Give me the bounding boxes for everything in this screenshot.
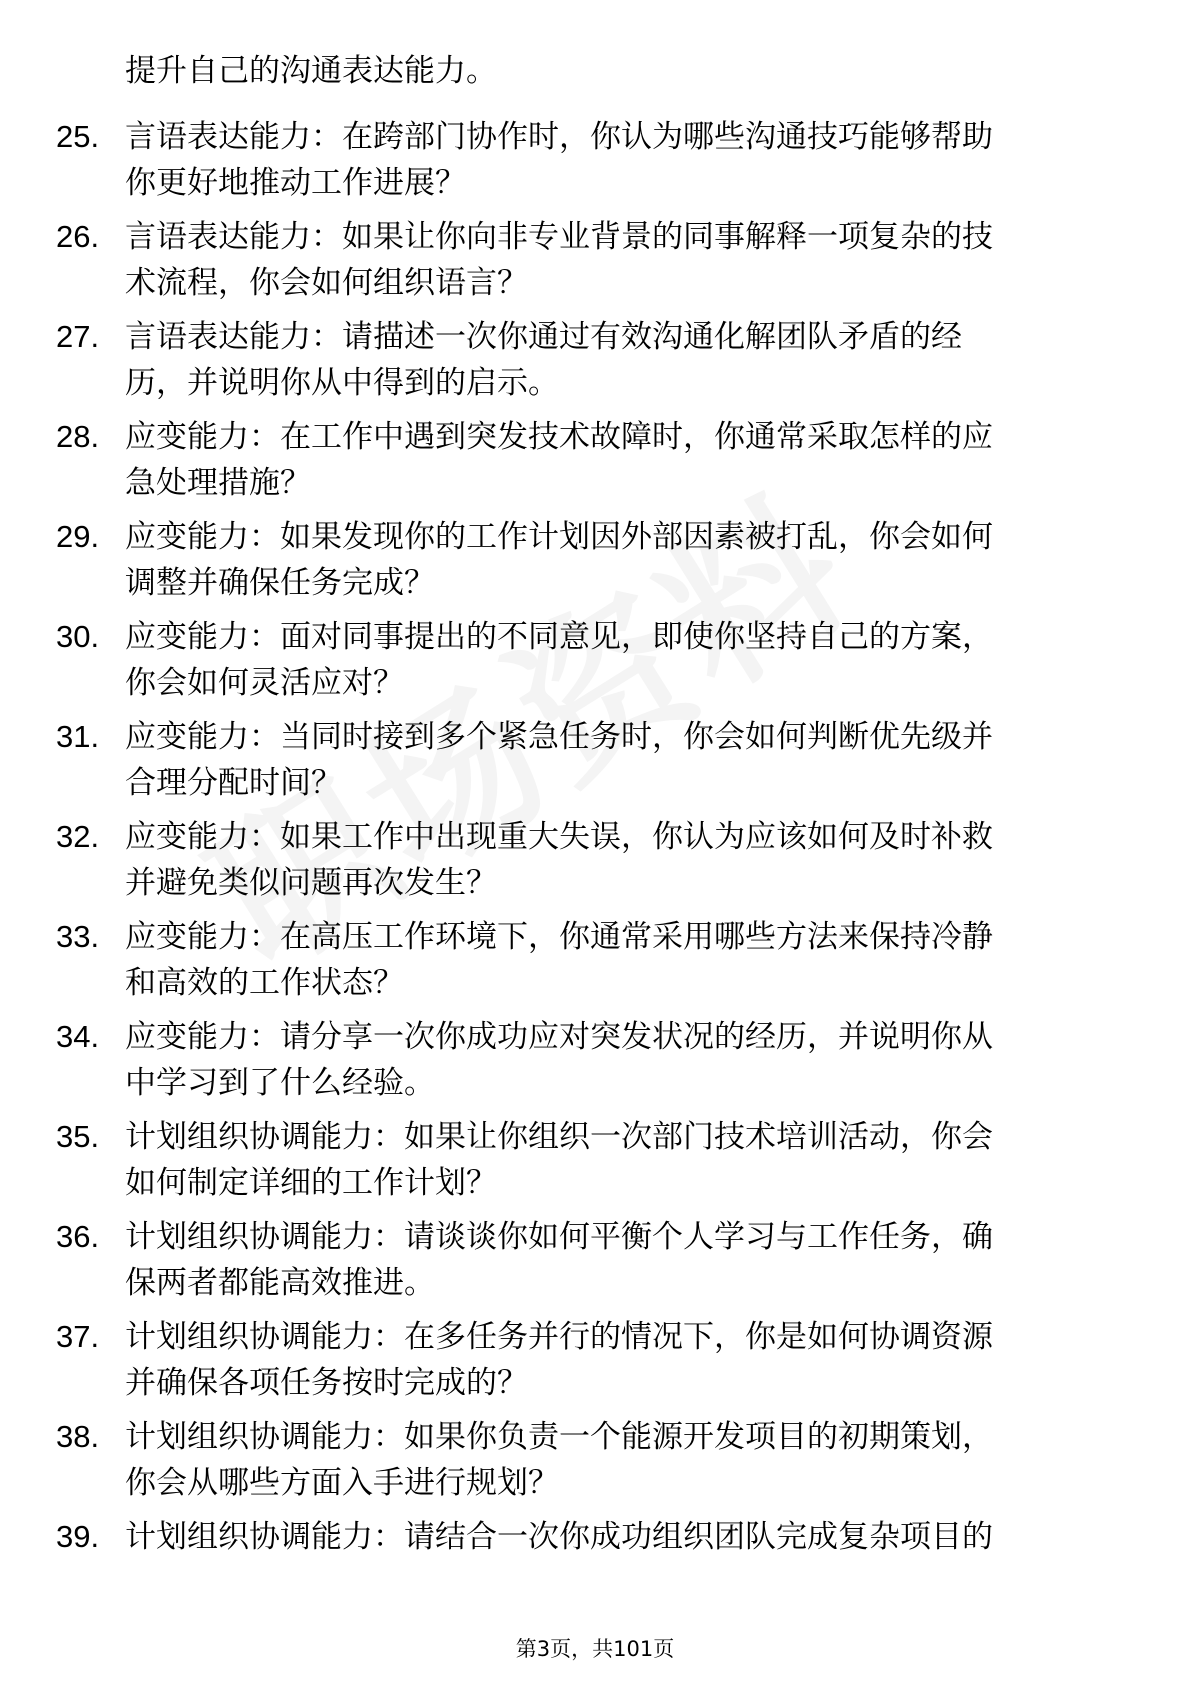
question-line: 计划组织协调能力：请谈谈你如何平衡个人学习与工作任务，确 bbox=[125, 1219, 993, 1255]
question-number: 31. bbox=[56, 719, 100, 754]
question-text bbox=[125, 214, 1105, 306]
question-line: 并确保各项任务按时完成的？ bbox=[125, 1365, 528, 1401]
question-text bbox=[125, 1114, 1105, 1206]
question-item bbox=[0, 1214, 1190, 1314]
question-item bbox=[0, 1014, 1190, 1114]
question-number: 34. bbox=[56, 1019, 100, 1054]
question-text bbox=[125, 814, 1105, 906]
question-line: 并避免类似问题再次发生？ bbox=[125, 865, 497, 901]
question-text bbox=[125, 314, 1105, 406]
question-line: 计划组织协调能力：如果让你组织一次部门技术培训活动，你会 bbox=[125, 1119, 993, 1155]
continued-text: 提升自己的沟通表达能力。 bbox=[125, 53, 497, 89]
question-line: 言语表达能力：在跨部门协作时，你认为哪些沟通技巧能够帮助 bbox=[125, 119, 993, 155]
question-number: 27. bbox=[56, 319, 100, 354]
question-item bbox=[0, 914, 1190, 1014]
question-item bbox=[0, 514, 1190, 614]
question-text bbox=[125, 414, 1105, 506]
question-line: 应变能力：如果工作中出现重大失误，你认为应该如何及时补救 bbox=[125, 819, 993, 855]
page-footer: 第3页，共101页 bbox=[515, 1637, 675, 1661]
question-line: 言语表达能力：如果让你向非专业背景的同事解释一项复杂的技 bbox=[125, 219, 993, 255]
question-line: 你会如何灵活应对？ bbox=[125, 665, 404, 701]
question-line: 应变能力：如果发现你的工作计划因外部因素被打乱，你会如何 bbox=[125, 519, 993, 555]
question-item bbox=[0, 714, 1190, 814]
question-line: 中学习到了什么经验。 bbox=[125, 1065, 435, 1101]
question-number: 38. bbox=[56, 1419, 100, 1454]
question-item bbox=[0, 114, 1190, 214]
question-item bbox=[0, 814, 1190, 914]
question-text bbox=[125, 1014, 1105, 1106]
question-line: 历，并说明你从中得到的启示。 bbox=[125, 365, 559, 401]
question-line: 你会从哪些方面入手进行规划？ bbox=[125, 1465, 559, 1501]
question-line: 急处理措施？ bbox=[125, 465, 311, 501]
question-text bbox=[125, 1414, 1105, 1506]
question-text bbox=[125, 1514, 1105, 1560]
question-number: 33. bbox=[56, 919, 100, 954]
question-line: 计划组织协调能力：请结合一次你成功组织团队完成复杂项目的 bbox=[125, 1519, 993, 1555]
question-line: 应变能力：在高压工作环境下，你通常采用哪些方法来保持冷静 bbox=[125, 919, 993, 955]
question-item bbox=[0, 414, 1190, 514]
question-line: 和高效的工作状态？ bbox=[125, 965, 404, 1001]
question-line: 言语表达能力：请描述一次你通过有效沟通化解团队矛盾的经 bbox=[125, 319, 962, 355]
question-item bbox=[0, 1514, 1190, 1614]
question-number: 32. bbox=[56, 819, 100, 854]
question-item bbox=[0, 1114, 1190, 1214]
question-text bbox=[125, 614, 1105, 706]
question-line: 你更好地推动工作进展？ bbox=[125, 165, 466, 201]
question-text bbox=[125, 1214, 1105, 1306]
question-item bbox=[0, 214, 1190, 314]
question-line: 如何制定详细的工作计划？ bbox=[125, 1165, 497, 1201]
question-text bbox=[125, 714, 1105, 806]
question-list bbox=[0, 114, 1190, 1614]
question-line: 术流程，你会如何组织语言？ bbox=[125, 265, 528, 301]
question-text bbox=[125, 514, 1105, 606]
question-item bbox=[0, 1314, 1190, 1414]
question-line: 计划组织协调能力：在多任务并行的情况下，你是如何协调资源 bbox=[125, 1319, 993, 1355]
question-line: 应变能力：在工作中遇到突发技术故障时，你通常采取怎样的应 bbox=[125, 419, 993, 455]
question-item bbox=[0, 1414, 1190, 1514]
question-number: 30. bbox=[56, 619, 100, 654]
question-number: 25. bbox=[56, 119, 100, 154]
question-number: 39. bbox=[56, 1519, 100, 1554]
question-line: 计划组织协调能力：如果你负责一个能源开发项目的初期策划， bbox=[125, 1419, 993, 1455]
question-line: 应变能力：请分享一次你成功应对突发状况的经历，并说明你从 bbox=[125, 1019, 993, 1055]
question-line: 合理分配时间？ bbox=[125, 765, 342, 801]
question-text bbox=[125, 114, 1105, 206]
question-text bbox=[125, 914, 1105, 1006]
question-number: 36. bbox=[56, 1219, 100, 1254]
question-number: 29. bbox=[56, 519, 100, 554]
question-line: 应变能力：当同时接到多个紧急任务时，你会如何判断优先级并 bbox=[125, 719, 993, 755]
question-number: 37. bbox=[56, 1319, 100, 1354]
question-number: 26. bbox=[56, 219, 100, 254]
question-line: 应变能力：面对同事提出的不同意见，即使你坚持自己的方案， bbox=[125, 619, 993, 655]
question-line: 调整并确保任务完成？ bbox=[125, 565, 435, 601]
question-text bbox=[125, 1314, 1105, 1406]
question-number: 28. bbox=[56, 419, 100, 454]
question-line: 保两者都能高效推进。 bbox=[125, 1265, 435, 1301]
question-item bbox=[0, 614, 1190, 714]
question-item bbox=[0, 314, 1190, 414]
question-number: 35. bbox=[56, 1119, 100, 1154]
